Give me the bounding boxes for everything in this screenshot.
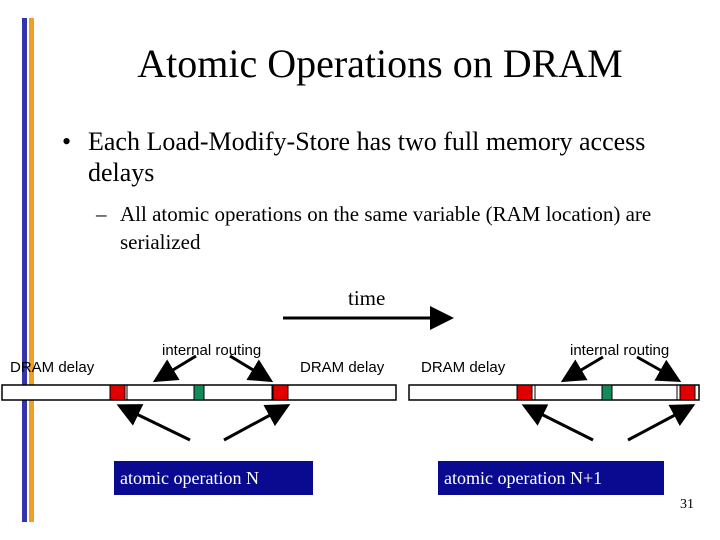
green-marker [602, 385, 612, 400]
red-marker [273, 385, 288, 400]
operation-arrow [527, 407, 593, 440]
atomic-operation-box: atomic operation N [114, 461, 313, 495]
sub-bullet-text: All atomic operations on the same variable (RAM location) are serialized [120, 202, 652, 254]
dram-delay-label: DRAM delay [10, 359, 95, 376]
dram-delay-label: DRAM delay [421, 359, 506, 376]
operation-arrow [628, 407, 690, 440]
sub-bullet-mark: – [96, 202, 107, 226]
timeline-strip-right [409, 385, 699, 400]
routing-arrow [566, 357, 603, 379]
time-label: time [348, 286, 386, 310]
red-marker [680, 385, 695, 400]
routing-arrow [230, 356, 268, 379]
operation-arrow [224, 407, 285, 440]
bullet-text: Each Load-Modify-Store has two full memory access delays [88, 127, 646, 187]
red-marker [517, 385, 532, 400]
slide-title: Atomic Operations on DRAM [137, 41, 623, 86]
page-number: 31 [680, 497, 694, 512]
green-marker [194, 385, 204, 400]
bullet-mark: • [62, 127, 72, 156]
routing-arrow [158, 356, 196, 379]
red-marker [110, 385, 125, 400]
dram-delay-label: DRAM delay [300, 359, 385, 376]
atomic-operation-box: atomic operation N+1 [438, 461, 664, 495]
internal-routing-label: internal routing [570, 342, 670, 359]
operation-arrow [122, 407, 190, 440]
routing-arrow [637, 357, 676, 379]
internal-routing-label: internal routing [162, 342, 262, 359]
